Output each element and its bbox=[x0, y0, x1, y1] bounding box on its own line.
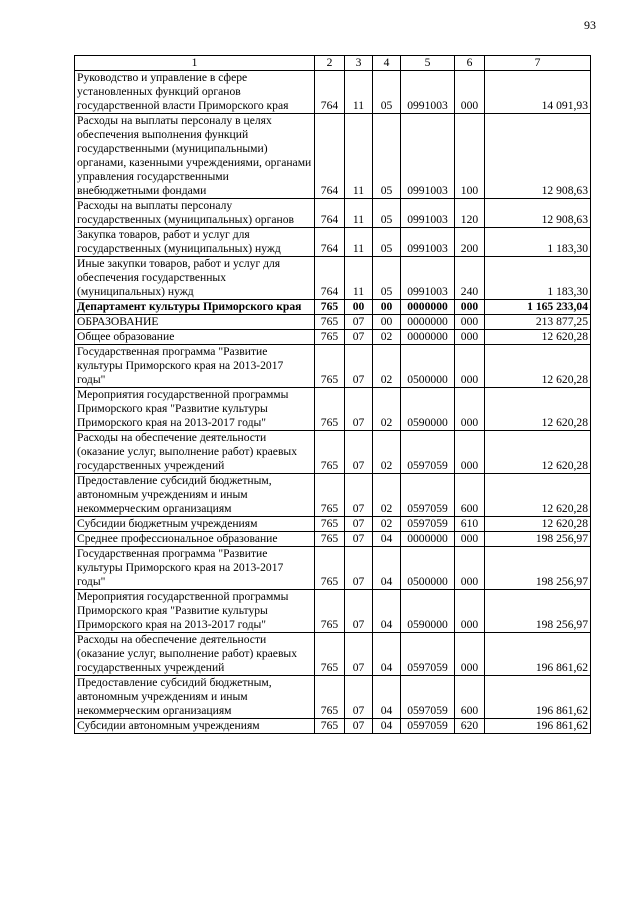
page-number: 93 bbox=[584, 18, 596, 32]
subsection-code: 02 bbox=[373, 388, 401, 431]
header-col-1: 1 bbox=[75, 56, 315, 71]
item-name: Закупка товаров, работ и услуг для государственных (муниципальных) нужд bbox=[75, 228, 315, 257]
ministry-code: 765 bbox=[315, 517, 345, 532]
table-row bbox=[75, 547, 591, 590]
expense-type-code: 000 bbox=[455, 345, 485, 388]
amount: 196 861,62 bbox=[485, 719, 591, 734]
ministry-code: 765 bbox=[315, 315, 345, 330]
ministry-code: 765 bbox=[315, 633, 345, 676]
subsection-code: 04 bbox=[373, 532, 401, 547]
table-row bbox=[75, 517, 591, 532]
subsection-code: 05 bbox=[373, 228, 401, 257]
ministry-code: 765 bbox=[315, 474, 345, 517]
target-article-code: 0597059 bbox=[401, 431, 455, 474]
table-row bbox=[75, 474, 591, 517]
amount: 12 908,63 bbox=[485, 114, 591, 199]
ministry-code: 765 bbox=[315, 388, 345, 431]
ministry-code: 765 bbox=[315, 547, 345, 590]
table-row bbox=[75, 532, 591, 547]
item-name: Среднее профессиональное образование bbox=[75, 532, 315, 547]
amount: 12 620,28 bbox=[485, 431, 591, 474]
subsection-code: 04 bbox=[373, 633, 401, 676]
expense-type-code: 000 bbox=[455, 431, 485, 474]
ministry-code: 765 bbox=[315, 345, 345, 388]
target-article-code: 0590000 bbox=[401, 388, 455, 431]
expense-type-code: 100 bbox=[455, 114, 485, 199]
section-code: 00 bbox=[345, 300, 373, 315]
section-code: 07 bbox=[345, 590, 373, 633]
amount: 12 908,63 bbox=[485, 199, 591, 228]
subsection-code: 04 bbox=[373, 547, 401, 590]
ministry-code: 765 bbox=[315, 719, 345, 734]
amount: 1 183,30 bbox=[485, 257, 591, 300]
expense-type-code: 000 bbox=[455, 532, 485, 547]
section-code: 07 bbox=[345, 431, 373, 474]
item-name: Руководство и управление в сфере установленных функций органов государственной власти Приморского края bbox=[75, 71, 315, 114]
table-row bbox=[75, 114, 591, 199]
target-article-code: 0500000 bbox=[401, 345, 455, 388]
section-code: 07 bbox=[345, 315, 373, 330]
target-article-code: 0597059 bbox=[401, 474, 455, 517]
section-code: 11 bbox=[345, 257, 373, 300]
amount: 196 861,62 bbox=[485, 633, 591, 676]
expense-type-code: 610 bbox=[455, 517, 485, 532]
table-row bbox=[75, 590, 591, 633]
target-article-code: 0991003 bbox=[401, 71, 455, 114]
amount: 12 620,28 bbox=[485, 474, 591, 517]
table-row bbox=[75, 345, 591, 388]
amount: 12 620,28 bbox=[485, 388, 591, 431]
item-name: Расходы на выплаты персоналу государственных (муниципальных) органов bbox=[75, 199, 315, 228]
expense-type-code: 000 bbox=[455, 388, 485, 431]
subsection-code: 04 bbox=[373, 590, 401, 633]
target-article-code: 0991003 bbox=[401, 228, 455, 257]
table-row bbox=[75, 199, 591, 228]
subsection-code: 05 bbox=[373, 71, 401, 114]
item-name: ОБРАЗОВАНИЕ bbox=[75, 315, 315, 330]
subsection-code: 05 bbox=[373, 199, 401, 228]
section-code: 11 bbox=[345, 71, 373, 114]
expense-type-code: 200 bbox=[455, 228, 485, 257]
expense-type-code: 000 bbox=[455, 590, 485, 633]
amount: 14 091,93 bbox=[485, 71, 591, 114]
item-name: Субсидии автономным учреждениям bbox=[75, 719, 315, 734]
section-code: 07 bbox=[345, 676, 373, 719]
target-article-code: 0991003 bbox=[401, 114, 455, 199]
expense-type-code: 120 bbox=[455, 199, 485, 228]
amount: 196 861,62 bbox=[485, 676, 591, 719]
header-col-6: 6 bbox=[455, 56, 485, 71]
table-row bbox=[75, 431, 591, 474]
amount: 198 256,97 bbox=[485, 590, 591, 633]
ministry-code: 764 bbox=[315, 71, 345, 114]
section-code: 11 bbox=[345, 199, 373, 228]
item-name: Предоставление субсидий бюджетным, автономным учреждениям и иным некоммерческим организациям bbox=[75, 474, 315, 517]
table-row bbox=[75, 388, 591, 431]
header-row bbox=[75, 56, 591, 71]
ministry-code: 765 bbox=[315, 330, 345, 345]
table-row bbox=[75, 719, 591, 734]
item-name: Субсидии бюджетным учреждениям bbox=[75, 517, 315, 532]
target-article-code: 0991003 bbox=[401, 257, 455, 300]
header-col-5: 5 bbox=[401, 56, 455, 71]
target-article-code: 0597059 bbox=[401, 719, 455, 734]
section-code: 07 bbox=[345, 517, 373, 532]
table-row bbox=[75, 71, 591, 114]
item-name: Расходы на обеспечение деятельности (оказание услуг, выполнение работ) краевых государственных учреждений bbox=[75, 431, 315, 474]
table-row bbox=[75, 330, 591, 345]
section-code: 07 bbox=[345, 547, 373, 590]
amount: 198 256,97 bbox=[485, 532, 591, 547]
section-code: 07 bbox=[345, 474, 373, 517]
subsection-code: 00 bbox=[373, 300, 401, 315]
expense-type-code: 600 bbox=[455, 676, 485, 719]
amount: 1 183,30 bbox=[485, 228, 591, 257]
target-article-code: 0000000 bbox=[401, 330, 455, 345]
item-name: Департамент культуры Приморского края bbox=[75, 300, 315, 315]
expense-type-code: 000 bbox=[455, 315, 485, 330]
budget-table bbox=[74, 55, 591, 734]
subsection-code: 05 bbox=[373, 257, 401, 300]
subsection-code: 02 bbox=[373, 330, 401, 345]
target-article-code: 0590000 bbox=[401, 590, 455, 633]
section-code: 07 bbox=[345, 719, 373, 734]
ministry-code: 764 bbox=[315, 257, 345, 300]
table-row bbox=[75, 315, 591, 330]
expense-type-code: 240 bbox=[455, 257, 485, 300]
expense-type-code: 000 bbox=[455, 633, 485, 676]
section-code: 07 bbox=[345, 388, 373, 431]
amount: 1 165 233,04 bbox=[485, 300, 591, 315]
section-code: 07 bbox=[345, 532, 373, 547]
subsection-code: 04 bbox=[373, 719, 401, 734]
item-name: Государственная программа "Развитие культуры Приморского края на 2013-2017 годы" bbox=[75, 345, 315, 388]
ministry-code: 764 bbox=[315, 199, 345, 228]
ministry-code: 765 bbox=[315, 676, 345, 719]
subsection-code: 02 bbox=[373, 345, 401, 388]
target-article-code: 0000000 bbox=[401, 532, 455, 547]
expense-type-code: 620 bbox=[455, 719, 485, 734]
header-col-4: 4 bbox=[373, 56, 401, 71]
item-name: Мероприятия государственной программы Приморского края "Развитие культуры Приморского края на 2013-2017 годы" bbox=[75, 590, 315, 633]
target-article-code: 0597059 bbox=[401, 517, 455, 532]
header-col-2: 2 bbox=[315, 56, 345, 71]
table-row bbox=[75, 300, 591, 315]
table-body bbox=[75, 71, 591, 734]
header-col-3: 3 bbox=[345, 56, 373, 71]
item-name: Предоставление субсидий бюджетным, автономным учреждениям и иным некоммерческим организациям bbox=[75, 676, 315, 719]
item-name: Иные закупки товаров, работ и услуг для обеспечения государственных (муниципальных) нужд bbox=[75, 257, 315, 300]
ministry-code: 764 bbox=[315, 114, 345, 199]
expense-type-code: 000 bbox=[455, 330, 485, 345]
target-article-code: 0500000 bbox=[401, 547, 455, 590]
target-article-code: 0597059 bbox=[401, 676, 455, 719]
amount: 12 620,28 bbox=[485, 330, 591, 345]
section-code: 07 bbox=[345, 330, 373, 345]
ministry-code: 765 bbox=[315, 300, 345, 315]
target-article-code: 0597059 bbox=[401, 633, 455, 676]
section-code: 11 bbox=[345, 228, 373, 257]
amount: 12 620,28 bbox=[485, 517, 591, 532]
table-row bbox=[75, 228, 591, 257]
subsection-code: 02 bbox=[373, 517, 401, 532]
target-article-code: 0991003 bbox=[401, 199, 455, 228]
subsection-code: 05 bbox=[373, 114, 401, 199]
item-name: Общее образование bbox=[75, 330, 315, 345]
table-row bbox=[75, 676, 591, 719]
expense-type-code: 000 bbox=[455, 300, 485, 315]
header-col-7: 7 bbox=[485, 56, 591, 71]
subsection-code: 00 bbox=[373, 315, 401, 330]
target-article-code: 0000000 bbox=[401, 300, 455, 315]
expense-type-code: 000 bbox=[455, 71, 485, 114]
item-name: Государственная программа "Развитие культуры Приморского края на 2013-2017 годы" bbox=[75, 547, 315, 590]
subsection-code: 02 bbox=[373, 431, 401, 474]
amount: 198 256,97 bbox=[485, 547, 591, 590]
subsection-code: 02 bbox=[373, 474, 401, 517]
item-name: Мероприятия государственной программы Приморского края "Развитие культуры Приморского края на 2013-2017 годы" bbox=[75, 388, 315, 431]
target-article-code: 0000000 bbox=[401, 315, 455, 330]
table-row bbox=[75, 633, 591, 676]
table-header bbox=[75, 56, 591, 71]
item-name: Расходы на выплаты персоналу в целях обеспечения выполнения функций государственными (муниципальными) органами, казенными учреждениями, органами управления государственными внебюджетными фондами bbox=[75, 114, 315, 199]
expense-type-code: 000 bbox=[455, 547, 485, 590]
subsection-code: 04 bbox=[373, 676, 401, 719]
amount: 213 877,25 bbox=[485, 315, 591, 330]
ministry-code: 765 bbox=[315, 590, 345, 633]
section-code: 07 bbox=[345, 345, 373, 388]
item-name: Расходы на обеспечение деятельности (оказание услуг, выполнение работ) краевых государственных учреждений bbox=[75, 633, 315, 676]
expense-type-code: 600 bbox=[455, 474, 485, 517]
section-code: 11 bbox=[345, 114, 373, 199]
section-code: 07 bbox=[345, 633, 373, 676]
ministry-code: 765 bbox=[315, 431, 345, 474]
amount: 12 620,28 bbox=[485, 345, 591, 388]
ministry-code: 764 bbox=[315, 228, 345, 257]
table-row bbox=[75, 257, 591, 300]
ministry-code: 765 bbox=[315, 532, 345, 547]
